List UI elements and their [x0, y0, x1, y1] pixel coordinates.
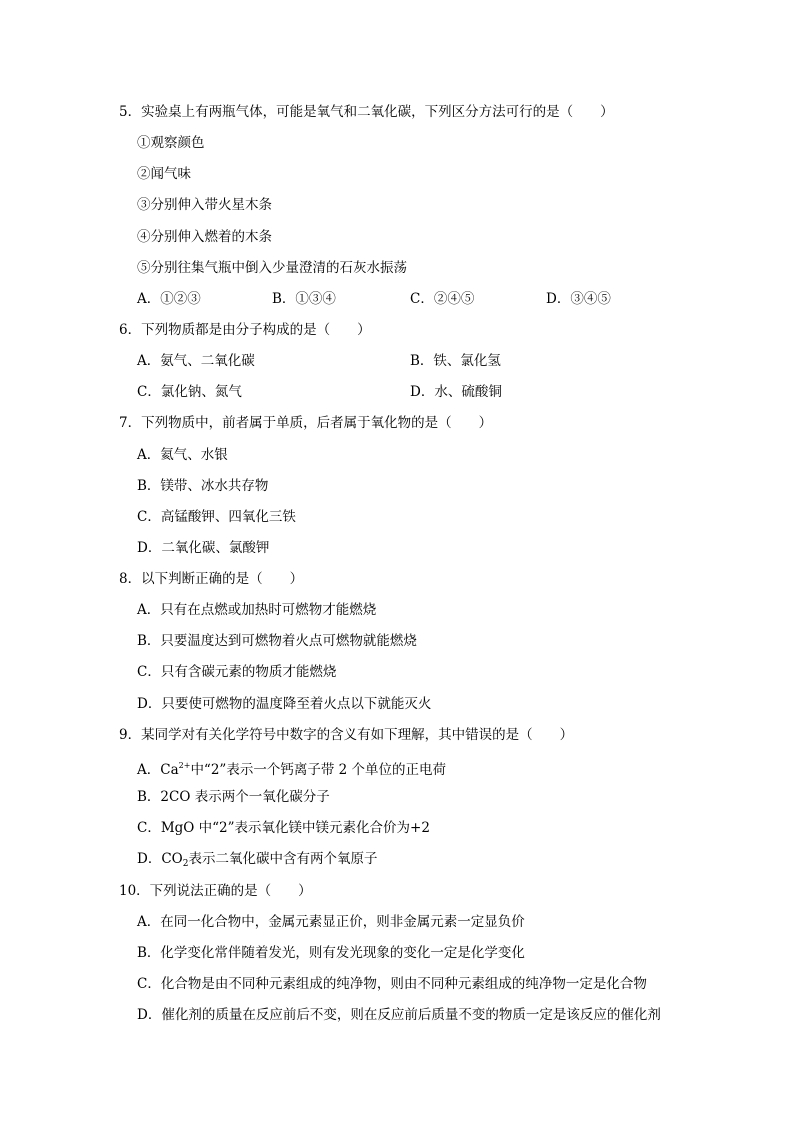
question-7-stem: 7．下列物质中，前者属于单质，后者属于氧化物的是（ ） — [119, 415, 493, 431]
question-10-option-c: C．化合物是由不同种元素组成的纯净物，则由不同种元素组成的纯净物一定是化合物 — [137, 976, 647, 992]
question-7-option-c: C．高锰酸钾、四氧化三铁 — [137, 509, 296, 525]
question-9-stem: 9．某同学对有关化学符号中数字的含义有如下理解，其中错误的是（ ） — [119, 727, 574, 743]
question-6-option-b: B．铁、氯化氢 — [410, 353, 501, 369]
question-6-stem: 6．下列物质都是由分子构成的是（ ） — [119, 322, 371, 338]
question-7-option-b: B．镁带、冰水共存物 — [137, 478, 269, 494]
question-9-option-b: B．2CO 表示两个一氧化碳分子 — [137, 789, 330, 805]
question-10-option-b: B．化学变化常伴随着发光，则有发光现象的变化一定是化学变化 — [137, 945, 525, 961]
question-5-item-1: ①观察颜色 — [137, 135, 205, 151]
question-8-stem: 8．以下判断正确的是（ ） — [119, 571, 304, 587]
question-5-option-c: C．②④⑤ — [410, 291, 475, 307]
question-8-option-b: B．只要温度达到可燃物着火点可燃物就能燃烧 — [137, 633, 417, 649]
question-7-option-d: D．二氧化碳、氯酸钾 — [137, 540, 270, 556]
question-9-option-d-text: 表示二氧化碳中含有两个氧原子 — [188, 851, 378, 867]
question-9-option-c: C．MgO 中“2”表示氧化镁中镁元素化合价为+2 — [137, 820, 430, 836]
question-10-option-a: A．在同一化合物中，金属元素显正价，则非金属元素一定显负价 — [137, 914, 525, 930]
question-5-option-a: A．①②③ — [137, 291, 201, 307]
question-6-option-c: C．氯化钠、氮气 — [137, 384, 242, 400]
question-5-stem: 5．实验桌上有两瓶气体，可能是氧气和二氧化碳，下列区分方法可行的是（ ） — [119, 104, 614, 120]
question-6-option-d: D．水、硫酸铜 — [410, 384, 502, 400]
question-9-option-d-prefix: D．CO — [137, 851, 183, 867]
question-10-stem: 10．下列说法正确的是（ ） — [119, 883, 312, 899]
calcium-ion-charge-superscript: 2+ — [178, 761, 191, 770]
question-9-option-a-text: 中“2”表示一个钙离子带 2 个单位的正电荷 — [190, 762, 447, 778]
question-5-option-b: B．①③④ — [272, 291, 336, 307]
question-6-option-a: A．氨气、二氧化碳 — [137, 353, 255, 369]
question-8-option-a: A．只有在点燃或加热时可燃物才能燃烧 — [137, 602, 377, 618]
question-7-option-a: A．氦气、水银 — [137, 447, 228, 463]
question-10-option-d: D．催化剂的质量在反应前后不变，则在反应前后质量不变的物质一定是该反应的催化剂 — [137, 1007, 661, 1023]
question-9-option-a-prefix: A．Ca — [137, 762, 179, 778]
question-8-option-c: C．只有含碳元素的物质才能燃烧 — [137, 664, 337, 680]
question-5-item-5: ⑤分别往集气瓶中倒入少量澄清的石灰水振荡 — [137, 260, 407, 276]
carbon-dioxide-subscript: 2 — [182, 859, 189, 869]
question-9-option-a — [137, 757, 446, 779]
question-5-item-2: ②闻气味 — [137, 166, 191, 182]
question-8-option-d: D．只要使可燃物的温度降至着火点以下就能灭火 — [137, 696, 432, 712]
question-9-option-d — [137, 850, 377, 873]
question-5-item-3: ③分别伸入带火星木条 — [137, 197, 272, 213]
question-5-option-d: D．③④⑤ — [546, 291, 611, 307]
question-5-item-4: ④分别伸入燃着的木条 — [137, 229, 272, 245]
